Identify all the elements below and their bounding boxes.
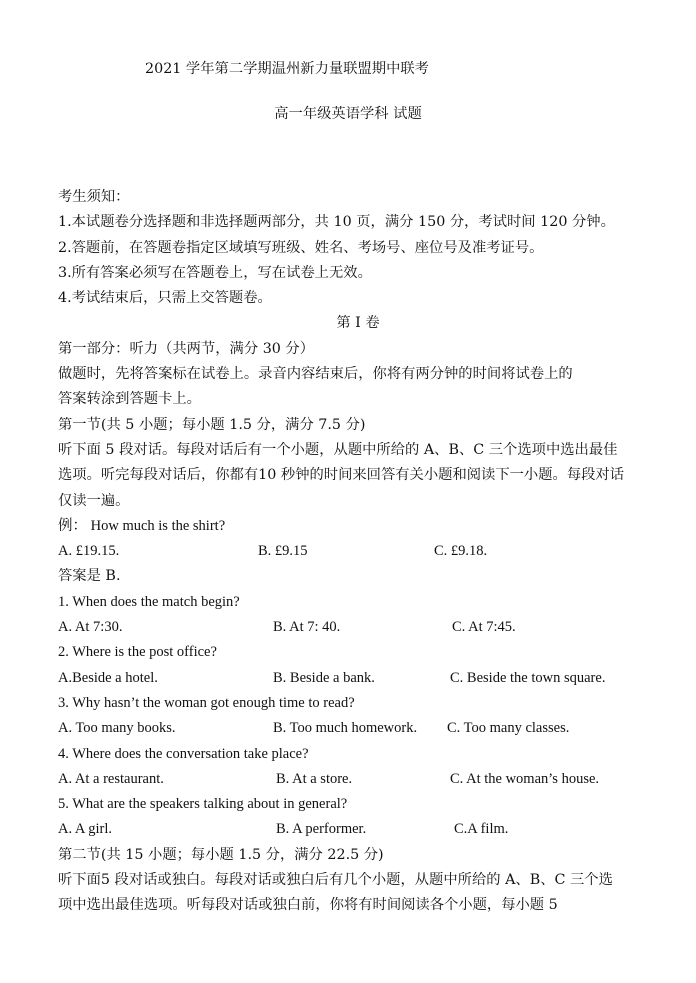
part1-instruction: 做题时，先将答案标在试卷上。录音内容结束后，你将有两分钟的时间将试卷上的	[58, 366, 573, 383]
exam-title: 2021 学年第二学期温州新力量联盟期中联考	[145, 61, 429, 77]
option-a: A. A girl.	[58, 821, 112, 838]
question-options	[58, 817, 658, 842]
option-a: A. At 7:30.	[58, 619, 123, 636]
option-c: C. At the woman’s house.	[450, 770, 600, 787]
question-options	[58, 767, 658, 792]
notice-heading: 考生须知：	[58, 189, 130, 205]
section1-heading: 第一节(共 5 小题；每小题 1.5 分，满分 7.5 分)	[58, 416, 366, 433]
option-b: B. £9.15	[258, 543, 308, 560]
option-c: C. At 7:45.	[452, 619, 516, 636]
option-a: A. At a restaurant.	[58, 770, 164, 787]
section2-instruction: 项中选出最佳选项。听每段对话或独白前，你将有时间阅读各个小题，每小题 5	[58, 897, 558, 914]
option-a: A.Beside a hotel.	[58, 669, 158, 686]
section2-heading: 第二节(共 15 小题；每小题 1.5 分，满分 22.5 分)	[58, 846, 384, 863]
part1-instruction: 答案转涂到答题卡上。	[58, 391, 201, 408]
option-b: B. At a store.	[276, 770, 353, 787]
notice-item: 1.本试题卷分选择题和非选择题两部分，共 10 页，满分 150 分，考试时间 120 分钟。	[58, 214, 615, 231]
volume-label: 第 I 卷	[336, 315, 380, 332]
section1-instruction: 仅读一遍。	[58, 492, 130, 509]
notice-item: 3.所有答案必须写在答题卷上，写在试卷上无效。	[58, 264, 372, 281]
option-b: B. At 7: 40.	[273, 619, 341, 636]
question: 4. Where does the conversation take place?	[58, 745, 309, 762]
exam-body	[58, 185, 658, 919]
option-c: C. £9.18.	[434, 543, 488, 560]
option-a: A. £19.15.	[58, 543, 120, 560]
option-b: B. Beside a bank.	[273, 669, 375, 686]
option-b: B. Too much homework.	[273, 720, 418, 737]
example-question: 例： How much is the shirt?	[58, 517, 226, 534]
option-c: C. Beside the town square.	[450, 669, 606, 686]
question: 1. When does the match begin?	[58, 593, 240, 610]
question-options	[58, 666, 658, 691]
example-options	[58, 539, 658, 564]
question-options	[58, 716, 658, 741]
option-a: A. Too many books.	[58, 720, 176, 737]
option-c: C. Too many classes.	[447, 720, 570, 737]
exam-subtitle: 高一年级英语学科 试题	[274, 106, 422, 122]
question-options	[58, 615, 658, 640]
notice-item: 2.答题前，在答题卷指定区域填写班级、姓名、考场号、座位号及准考证号。	[58, 239, 544, 256]
question: 5. What are the speakers talking about in general?	[58, 796, 348, 813]
section1-instruction: 听下面 5 段对话。每段对话后有一个小题，从题中所给的 A、B、C 三个选项中选出最佳	[58, 441, 618, 458]
option-b: B. A performer.	[276, 821, 367, 838]
question: 2. Where is the post office?	[58, 644, 217, 661]
part1-heading: 第一部分：听力（共两节，满分 30 分）	[58, 340, 315, 357]
option-c: C.A film.	[454, 821, 509, 838]
section1-instruction: 选项。听完每段对话后，你都有10 秒钟的时间来回答有关小题和阅读下一小题。每段对话	[58, 467, 625, 484]
question: 3. Why hasn’t the woman got enough time to read?	[58, 694, 355, 711]
notice-item: 4.考试结束后，只需上交答题卷。	[58, 290, 272, 307]
example-answer: 答案是 B.	[58, 568, 121, 585]
section2-instruction: 听下面5 段对话或独白。每段对话或独白后有几个小题，从题中所给的 A、B、C 三个选	[58, 872, 613, 889]
